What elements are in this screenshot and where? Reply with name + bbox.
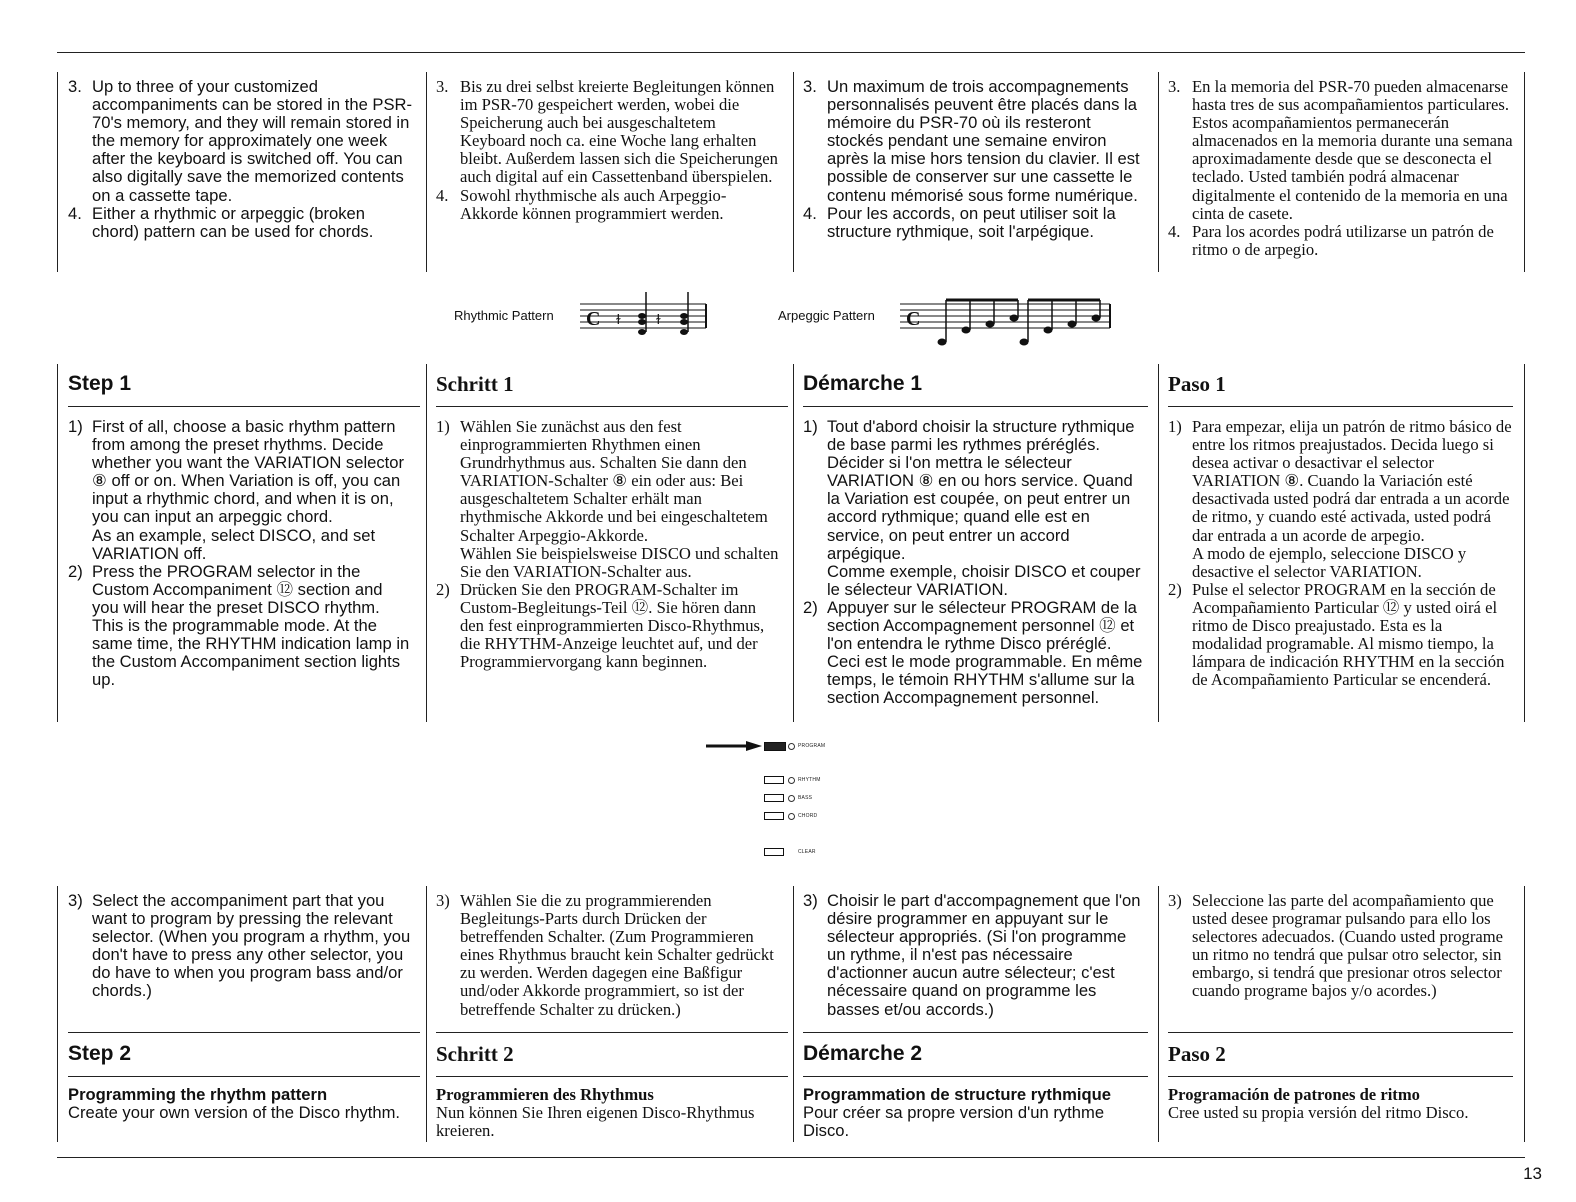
intro-item	[436, 78, 781, 187]
item-number: 4.	[68, 203, 82, 223]
lower-en	[68, 892, 420, 1142]
program-button	[764, 742, 786, 751]
control-panel-figure	[706, 738, 846, 858]
step-item	[68, 563, 413, 690]
bottom-rule	[57, 1157, 1525, 1158]
section-title: Paso 1	[1168, 372, 1513, 407]
lamp-icon	[788, 743, 795, 750]
item-text: Wählen Sie zunächst aus den fest einprogrammierten Rhythmen einen Grundrhythmus aus. Schalten Sie dann den VARIATION-Schalter ⑧ ein oder aus: Bei ausgeschaltetem Schalter erhält man rhythmische Akkorde und bei eingeschaltetem Schalter Arpeggio-Akkorde. Wählen Sie beispielsweise DISCO und schalten Sie den VARIATION-Schalter aus.	[460, 417, 779, 581]
column-divider	[1524, 72, 1525, 272]
lamp-icon	[788, 795, 795, 802]
intro-item	[803, 205, 1148, 241]
item-text: Choisir le part d'accompagnement que l'on désire programmer en appuyant sur le sélecteur appropriés. (Si l'on programme un rythme, il n'est pas nécessaire d'actionner aucun autre sélecteur; c'est nécessaire quand on programme les basses et/ou accords.)	[827, 891, 1141, 1019]
intro-es	[1168, 78, 1516, 259]
column-divider	[426, 72, 427, 272]
section-subtitle: Programmation de structure rythmique	[803, 1085, 1111, 1104]
intro-item	[68, 205, 413, 241]
clear-button	[764, 848, 784, 856]
rhythm-label: RHYTHM	[798, 777, 821, 783]
item-number: 1)	[803, 417, 818, 436]
section-text: Create your own version of the Disco rhythm.	[68, 1103, 401, 1123]
lamp-icon	[788, 813, 795, 820]
column-divider	[793, 72, 794, 272]
rhythmic-pattern-label: Rhythmic Pattern	[454, 308, 554, 323]
item-text: Appuyer sur le sélecteur PROGRAM de la section Accompagnement personnel ⑫ et l'on entendra le rythme Disco préréglé. Ceci est le mode programmable. En même temps, le témoin RHYTHM s'allume sur la section Accompagnement personnel.	[827, 597, 1143, 708]
step-item	[436, 418, 782, 581]
step-item	[803, 892, 1148, 1019]
item-text: Pulse el selector PROGRAM en la sección de Acompañamiento Particular ⑫ y usted oirá el ritmo de Disco preajustado. Esta es la modalidad programable. Al mismo tiempo, la lámpara de indicación RHYTHM en la sección de Acompañamiento Particular se encenderá.	[1192, 579, 1505, 690]
lower-fr	[803, 892, 1155, 1142]
section-subtitle: Programación de patrones de ritmo	[1168, 1085, 1420, 1104]
column-divider	[1158, 72, 1159, 272]
intro-item	[1168, 78, 1516, 223]
intro-item	[1168, 223, 1516, 259]
column-divider	[57, 72, 58, 272]
item-text: Para los acordes podrá utilizarse un patrón de ritmo o de arpegio.	[1192, 221, 1494, 259]
bass-label: BASS	[798, 795, 813, 801]
intro-de	[436, 78, 781, 223]
step1-fr	[803, 372, 1155, 722]
item-text: Bis zu drei selbst kreierte Begleitungen können im PSR-70 gespeichert werden, wobei die Speicherung auch bei ausgeschaltetem Keyboard noch ca. eine Woche lang erhalten bleibt. Außerdem lassen sich die Speicherungen auch digital auf ein Cassettenband überspielen.	[460, 77, 778, 187]
section-title: Paso 2	[1168, 1032, 1513, 1077]
item-text: Up to three of your customized accompaniments can be stored in the PSR-70's memory, and they will remain stored in the memory for approximately one week after the keyboard is switched off. You can also digitally save the memorized contents on a cassette tape.	[92, 77, 413, 205]
section-subtitle: Programming the rhythm pattern	[68, 1085, 328, 1104]
step-item	[68, 892, 413, 1001]
item-text: Un maximum de trois accompagnements personnalisés peuvent être placés dans la mémoire du PSR-70 où ils resteront stockés pendant une semaine environ après la mise hors tension du clavier. Il est possible de conserver sur une cassette le contenu mémorisé sous forme numérique.	[827, 77, 1140, 205]
item-number: 3)	[436, 891, 450, 910]
item-text: Wählen Sie die zu programmierenden Begleitungs-Parts durch Drücken der betreffenden Schalter. (Zum Programmieren eines Rhythmus braucht kein Schalter gedrückt zu werden. Werden dagegen eine Baßfigur und/oder Akkorde programmiert, so ist der betreffende Schalter zu drücken.)	[460, 891, 774, 1019]
item-number: 1)	[68, 417, 83, 436]
lamp-icon	[788, 777, 795, 784]
item-number: 3.	[68, 77, 82, 96]
item-text: Either a rhythmic or arpeggic (broken chord) pattern can be used for chords.	[92, 203, 374, 241]
section-title: Démarche 1	[803, 372, 1148, 407]
item-text: Sowohl rhythmische als auch Arpeggio-Akkorde können programmiert werden.	[460, 185, 727, 223]
item-text: Drücken Sie den PROGRAM-Schalter im Custom-Begleitungs-Teil ⑫. Sie hören dann den fest einprogrammierten Disco-Rhythmus, die RHYTHM-Anzeige leuchtet auf, und der Programmiervorgang kann beginnen.	[460, 579, 765, 672]
item-number: 3)	[1168, 891, 1182, 910]
step-item	[436, 892, 782, 1019]
item-number: 3)	[803, 891, 818, 910]
column-divider	[57, 364, 58, 722]
program-label: PROGRAM	[798, 743, 826, 749]
column-divider	[1524, 886, 1525, 1142]
column-divider	[1524, 364, 1525, 722]
column-divider	[793, 364, 794, 722]
intro-en	[68, 78, 413, 241]
arpeggic-pattern-staff	[900, 290, 1114, 350]
chord-button	[764, 812, 784, 820]
svg-text:ɫ: ɫ	[656, 311, 661, 327]
item-number: 3.	[1168, 77, 1181, 96]
item-number: 2)	[68, 561, 83, 581]
column-divider	[426, 886, 427, 1142]
section-text: Pour créer sa propre version d'un rythme Disco.	[803, 1103, 1105, 1141]
item-text: En la memoria del PSR-70 pueden almacenarse hasta tres de sus acompañamientos particulares. Estos acompañamientos permanecerán almacenados en la memoria durante una semana aproximadamente desde que se desconecta el teclado. Usted también podrá almacenar digitalmente el contenido de la memoria en una cinta de casete.	[1192, 77, 1513, 223]
intro-item	[436, 187, 781, 223]
step-item	[1168, 581, 1516, 690]
item-text: Pour les accords, on peut utiliser soit la structure rythmique, soit l'arpégique.	[827, 203, 1116, 241]
item-text: Press the PROGRAM selector in the Custom Accompaniment ⑫ section and you will hear the preset DISCO rhythm. This is the programmable mode. At the same time, the RHYTHM indication lamp in the Custom Accompaniment section lights up.	[92, 561, 410, 690]
item-number: 1)	[1168, 417, 1182, 436]
item-number: 3)	[68, 891, 83, 910]
step-item	[1168, 418, 1516, 581]
section-title: Schritt 2	[436, 1032, 788, 1077]
rhythmic-pattern-staff	[580, 290, 710, 338]
section-text: Cree usted su propia versión del ritmo Disco.	[1168, 1103, 1469, 1123]
section-title: Step 2	[68, 1032, 420, 1077]
section-text: Nun können Sie Ihren eigenen Disco-Rhythmus kreieren.	[436, 1103, 755, 1141]
item-text: Select the accompaniment part that you want to program by pressing the relevant selector. (When you program a rhythm, you don't have to press any other selector, you do have to when you program bass and/or chords.)	[92, 891, 411, 1001]
column-divider	[57, 886, 58, 1142]
item-text: Para empezar, elija un patrón de ritmo básico de entre los ritmos preajustados. Decida luego si desea activar o desactivar el selector VARIATION ⑧. Cuando la Variación esté desactivada usted podrá dar entrada a un acorde de ritmo, y cuando esté activada, usted podrá dar entrada a un acorde de arpegio. A modo de ejemplo, seleccione DISCO y desactive el selector VARIATION.	[1192, 417, 1512, 581]
step1-en	[68, 372, 420, 712]
column-divider	[1158, 886, 1159, 1142]
step1-es	[1168, 372, 1520, 722]
step-item	[68, 418, 413, 563]
svg-text:ɫ: ɫ	[616, 311, 621, 327]
item-number: 3.	[803, 77, 817, 96]
chord-label: CHORD	[798, 813, 818, 819]
item-number: 2)	[436, 579, 450, 599]
lower-es	[1168, 892, 1520, 1142]
item-text: Seleccione las parte del acompañamiento que usted desee programar pulsando para ello los selectores adecuados. (Cuando usted programe un ritmo no tendrá que pulsar otro selector, sin embargo, si tendrá que presionar otros selector cuando programe bajos y/o acordes.)	[1192, 891, 1504, 1001]
section-title: Step 1	[68, 372, 420, 407]
step-item	[1168, 892, 1516, 1001]
item-number: 3.	[436, 77, 449, 96]
item-text: First of all, choose a basic rhythm pattern from among the preset rhythms. Decide whether you want the VARIATION selector ⑧ off or on. When Variation is off, you can input a rhythmic chord, and when it is on, you can input an arpeggic chord. As an example, select DISCO, and set VARIATION off.	[92, 417, 405, 563]
lower-de	[436, 892, 788, 1142]
arpeggic-pattern-label: Arpeggic Pattern	[778, 308, 875, 323]
top-rule	[57, 52, 1525, 53]
intro-fr	[803, 78, 1148, 241]
item-number: 4.	[1168, 221, 1181, 241]
item-number: 2)	[803, 597, 818, 617]
step-item	[803, 599, 1148, 708]
item-number: 4.	[436, 185, 449, 205]
column-divider	[793, 886, 794, 1142]
step-item	[803, 418, 1148, 599]
item-number: 1)	[436, 417, 450, 436]
clear-label: CLEAR	[798, 849, 816, 855]
step1-de	[436, 372, 788, 712]
bass-button	[764, 794, 784, 802]
item-text: Tout d'abord choisir la structure rythmique de base parmi les rythmes préréglés. Décider si l'on mettra le sélecteur VARIATION ⑧ en ou hors service. Quand la Variation est coupée, on peut entrer un accord rythmique; quand elle est en service, on peut entrer un accord arpégique. Comme exemple, choisir DISCO et couper le sélecteur VARIATION.	[827, 417, 1141, 599]
intro-item	[803, 78, 1148, 205]
svg-text:C: C	[906, 308, 921, 330]
item-number: 4.	[803, 203, 817, 223]
page-number: 13	[1523, 1164, 1542, 1183]
column-divider	[1158, 364, 1159, 722]
column-divider	[426, 364, 427, 722]
section-subtitle: Programmieren des Rhythmus	[436, 1085, 654, 1104]
section-title: Démarche 2	[803, 1032, 1148, 1077]
section-title: Schritt 1	[436, 372, 788, 407]
rhythm-button	[764, 776, 784, 784]
item-number: 2)	[1168, 579, 1182, 599]
svg-text:C: C	[586, 308, 601, 330]
intro-item	[68, 78, 413, 205]
arrow-icon	[706, 740, 766, 752]
step-item	[436, 581, 782, 671]
